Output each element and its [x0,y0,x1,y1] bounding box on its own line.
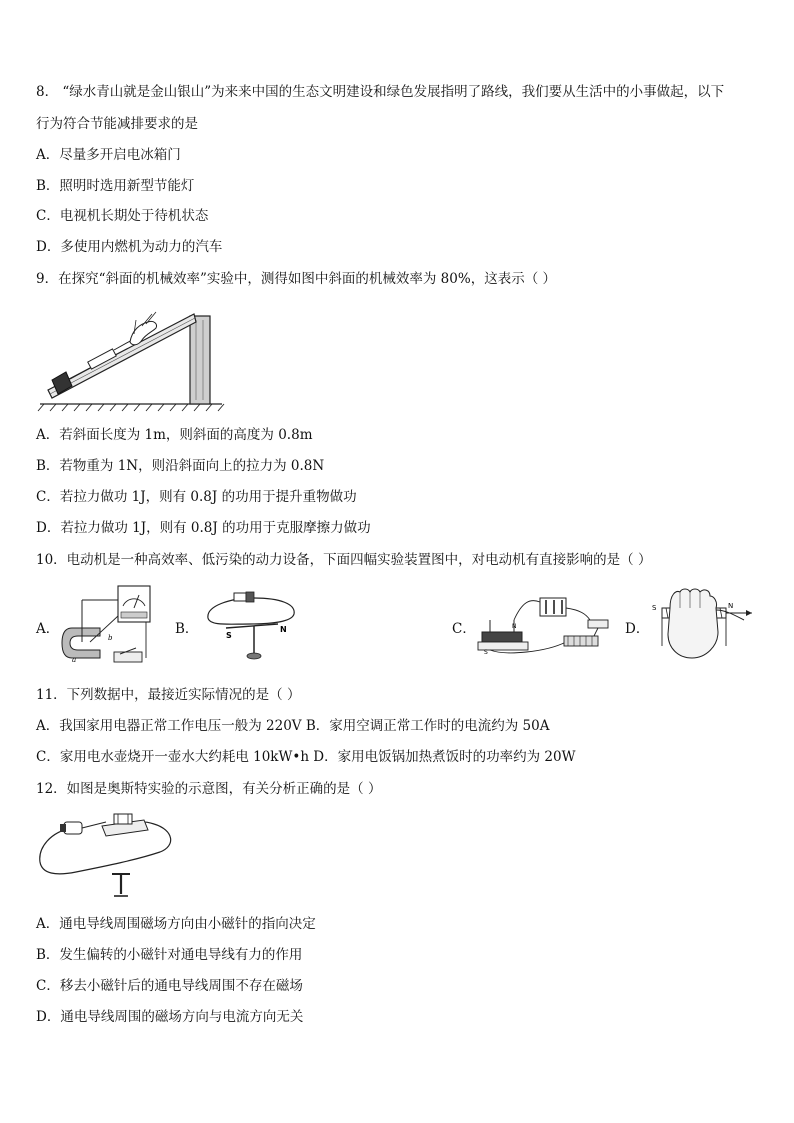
q9-option-a: A．若斜面长度为 1m，则斜面的高度为 0.8m [36,427,313,443]
q8-option-b: B．照明时选用新型节能灯 [36,178,195,194]
q8-stem-line1: 8． “绿水青山就是金山银山”为来来中国的生态文明建设和绿色发展指明了路线，我们要从生活中的小事做起，以下 [36,84,725,100]
q10-figure-d-right-hand-rule [650,586,754,664]
fig-b-label-s: S [226,631,232,640]
fig-d-label-s: S [652,604,657,612]
q12-option-b: B．发生偏转的小磁针对通电导线有力的作用 [36,947,303,963]
fig-d-label-n: N [728,602,734,610]
q10-option-d-label: D． [625,621,650,637]
incline-figure [36,300,226,412]
q9-option-d: D．若拉力做功 1J，则有 0.8J 的功用于克服摩擦力做功 [36,520,371,536]
q8-option-d: D．多使用内燃机为动力的汽车 [36,239,223,255]
q9-option-b: B．若物重为 1N，则沿斜面向上的拉力为 0.8N [36,458,325,474]
fig-a-label-b: b [108,634,113,642]
q10-option-a-label: A． [36,621,60,637]
q10-figure-c-motor [476,592,616,660]
fig-c-label-s: S [484,649,488,656]
q10-option-b-label: B． [175,621,199,637]
q12-option-a: A．通电导线周围磁场方向由小磁针的指向决定 [36,916,316,932]
q9-stem: 9．在探究“斜面的机械效率”实验中，测得如图中斜面的机械效率为 80%，这表示（ ） [36,271,556,287]
q10-stem: 10．电动机是一种高效率、低污染的动力设备，下面四幅实验装置图中，对电动机有直接影响的是（ ） [36,552,652,568]
q10-figure-b-oersted [200,588,300,664]
q12-stem: 12．如图是奥斯特实验的示意图，有关分析正确的是（ ） [36,781,382,797]
q10-figure-a-generator [60,580,158,668]
q9-option-c: C．若拉力做功 1J，则有 0.8J 的功用于提升重物做功 [36,489,357,505]
q12-option-d: D．通电导线周围的磁场方向与电流方向无关 [36,1009,304,1025]
fig-a-label-a: a [72,656,77,664]
q12-option-c: C．移去小磁针后的通电导线周围不存在磁场 [36,978,303,994]
q10-option-c-label: C． [452,621,476,637]
q8-option-a: A．尽量多开启电冰箱门 [36,147,181,163]
q8-option-c: C．电视机长期处于待机状态 [36,208,209,224]
q8-stem-line2: 行为符合节能减排要求的是 [36,116,198,132]
q11-options-ab: A．我国家用电器正常工作电压一般为 220V B．家用空调正常工作时的电流约为 50A [36,718,550,734]
q11-options-cd: C．家用电水壶烧开一壶水大约耗电 10kW•h D．家用电饭锅加热煮饭时的功率约为 20W [36,749,576,765]
fig-b-label-n: N [280,625,287,634]
q11-stem: 11．下列数据中，最接近实际情况的是（ ） [36,687,301,703]
oersted-experiment-figure [36,808,176,902]
fig-c-label-n: N [512,623,517,630]
